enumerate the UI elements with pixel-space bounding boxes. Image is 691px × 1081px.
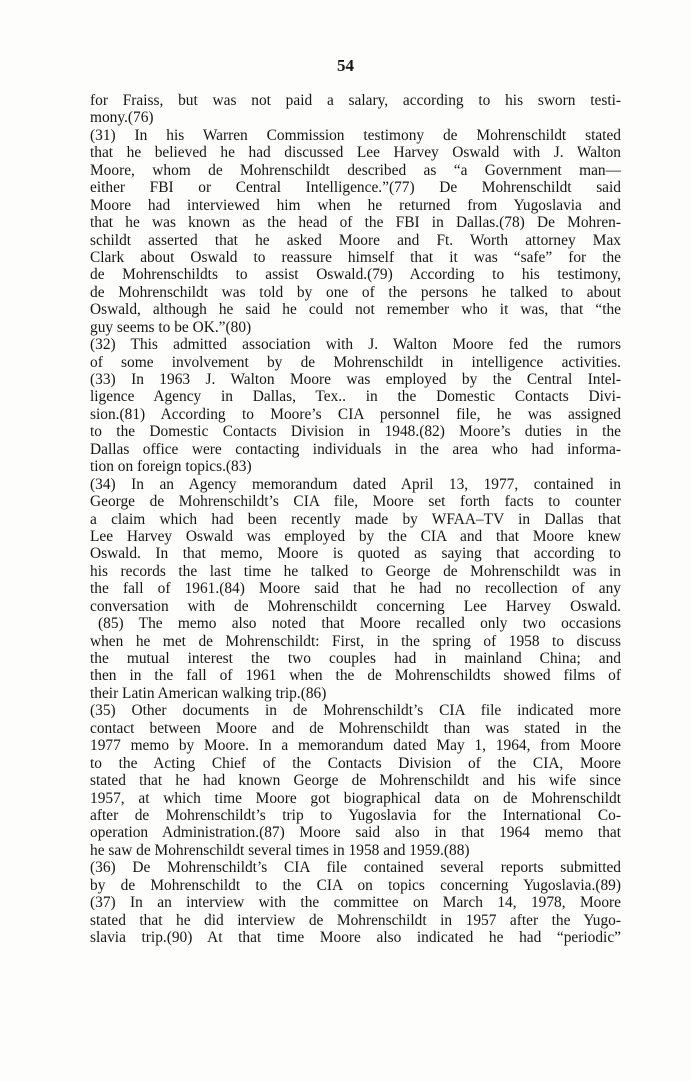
text-line: (35) Other documents in de Mohrenschildt’s CIA file indicated more <box>90 702 621 720</box>
text-line: either FBI or Central Intelligence.”(77) De Mohrenschildt said <box>90 179 621 197</box>
text-line: then in the fall of 1961 when the de Mohrenschildts showed films of <box>90 667 621 685</box>
text-line: when he met de Mohrenschildt: First, in the spring of 1958 to discuss <box>90 632 621 650</box>
text-line: contact between Moore and de Mohrenschildt than was stated in the <box>90 719 621 737</box>
text-line: a claim which had been recently made by WFAA–TV in Dallas that <box>90 510 621 528</box>
text-line: ligence Agency in Dallas, Tex.. in the Domestic Contacts Divi- <box>90 388 621 406</box>
text-line: (34) In an Agency memorandum dated April 13, 1977, contained in <box>90 475 621 493</box>
text-line: that he believed he had discussed Lee Harvey Oswald with J. Walton <box>90 144 621 162</box>
text-line: the fall of 1961.(84) Moore said that he had no recollection of any <box>90 580 621 598</box>
text-line: by de Mohrenschildt to the CIA on topics concerning Yugoslavia.(89) <box>90 876 621 894</box>
text-line: tion on foreign topics.(83) <box>90 458 252 476</box>
text-line: de Mohrenschildts to assist Oswald.(79) According to his testimony, <box>90 266 621 284</box>
text-line: (85) The memo also noted that Moore recalled only two occasions <box>98 615 621 633</box>
text-line: 1957, at which time Moore got biographical data on de Mohrenschildt <box>90 789 621 807</box>
text-line: his records the last time he talked to George de Mohrenschildt was in <box>90 562 621 580</box>
text-line: schildt asserted that he asked Moore and Ft. Worth attorney Max <box>90 231 621 249</box>
text-line: de Mohrenschildt was told by one of the persons he talked to about <box>90 283 621 301</box>
text-line: Oswald. In that memo, Moore is quoted as saying that according to <box>90 545 621 563</box>
text-line: (37) In an interview with the committee on March 14, 1978, Moore <box>90 894 621 912</box>
text-line: for Fraiss, but was not paid a salary, according to his sworn testi- <box>90 92 621 109</box>
text-line: stated that he had known George de Mohrenschildt and his wife since <box>90 772 621 790</box>
text-line: of some involvement by de Mohrenschildt in intelligence activities. <box>90 353 621 371</box>
text-line: Moore, whom de Mohrenschildt described as “a Government man— <box>90 161 621 179</box>
text-line: operation Administration.(87) Moore said also in that 1964 memo that <box>90 824 621 842</box>
text-line: (33) In 1963 J. Walton Moore was employed by the Central Intel- <box>90 371 621 388</box>
text-line: mony.(76) <box>90 109 154 127</box>
text-line: he saw de Mohrenschildt several times in 1958 and 1959.(88) <box>90 841 470 859</box>
text-line: Clark about Oswald to reassure himself that it was “safe” for the <box>90 248 621 266</box>
body-text <box>90 92 621 946</box>
text-line: to the Acting Chief of the Contacts Division of the CIA, Moore <box>90 754 621 772</box>
text-line: their Latin American walking trip.(86) <box>90 684 327 702</box>
text-line: (32) This admitted association with J. Walton Moore fed the rumors <box>90 336 621 354</box>
text-line: that he was known as the head of the FBI in Dallas.(78) De Mohren- <box>90 214 621 232</box>
text-line: 1977 memo by Moore. In a memorandum dated May 1, 1964, from Moore <box>90 737 621 755</box>
text-line: Dallas office were contacting individuals in the area who had informa- <box>90 440 621 458</box>
text-line: (31) In his Warren Commission testimony de Mohrenschildt stated <box>90 126 621 144</box>
text-line: the mutual interest the two couples had in mainland China; and <box>90 650 621 667</box>
text-line: stated that he did interview de Mohrenschildt in 1957 after the Yugo- <box>90 911 621 929</box>
text-line: guy seems to be OK.”(80) <box>90 318 252 336</box>
text-line: Oswald, although he said he could not remember who it was, that “the <box>90 301 621 319</box>
text-line: Lee Harvey Oswald was employed by the CIA and that Moore knew <box>90 527 621 545</box>
page-number: 54 <box>337 56 354 75</box>
text-line: (36) De Mohrenschildt’s CIA file contained several reports submitted <box>90 859 621 877</box>
text-line: George de Mohrenschildt’s CIA file, Moore set forth facts to counter <box>90 493 621 511</box>
text-line: Moore had interviewed him when he returned from Yugoslavia and <box>90 196 621 214</box>
text-line: to the Domestic Contacts Division in 1948.(82) Moore’s duties in the <box>90 423 621 441</box>
text-line: slavia trip.(90) At that time Moore also indicated he had “periodic” <box>90 929 621 946</box>
text-line: after de Mohrenschildt’s trip to Yugoslavia for the International Co- <box>90 806 621 824</box>
text-line: conversation with de Mohrenschildt concerning Lee Harvey Oswald. <box>90 597 621 615</box>
text-line: sion.(81) According to Moore’s CIA personnel file, he was assigned <box>90 405 621 423</box>
